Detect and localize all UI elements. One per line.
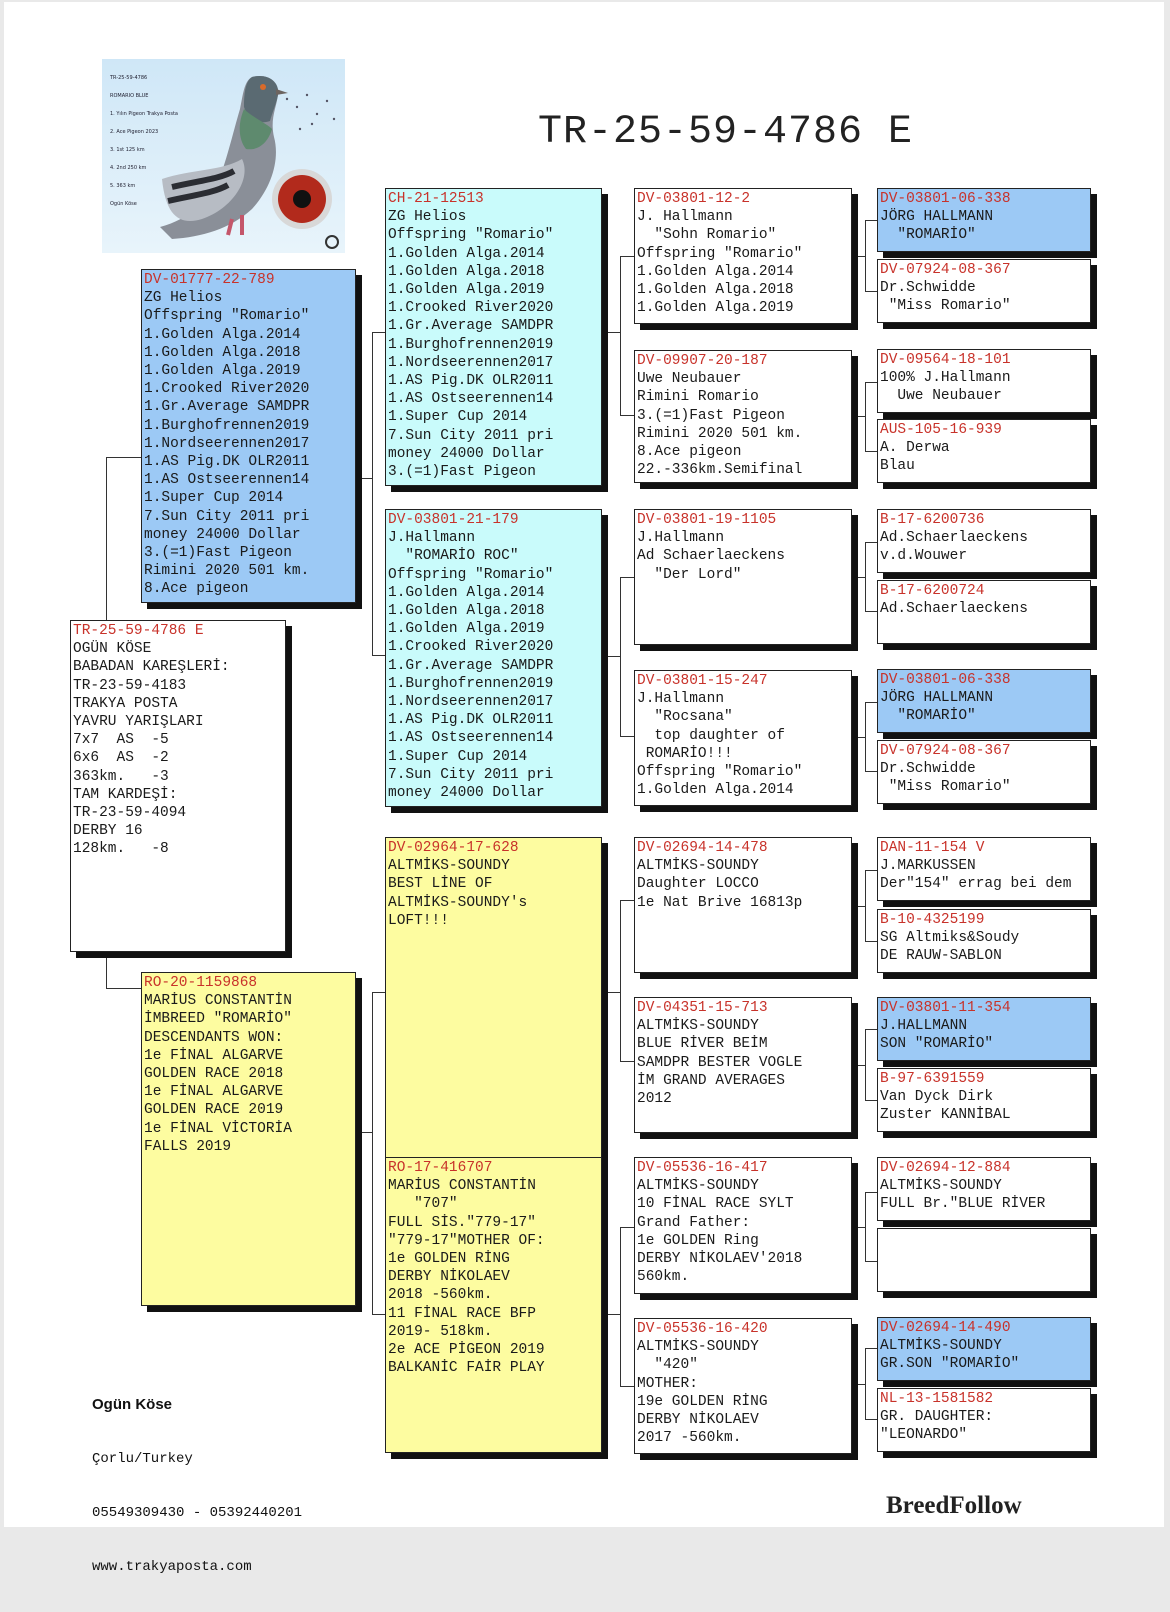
dam-sire-box (385, 837, 602, 1162)
subject-box (70, 620, 286, 952)
ring-number: DV-02694-14-490 (880, 1320, 1011, 1336)
photo-text-line: 1. Yılın Pigeon Trakya Posta (110, 111, 178, 117)
ring-number: DV-01777-22-789 (144, 272, 275, 288)
gg-box-11 (877, 997, 1091, 1061)
pedigree-line: Ad.Schaerlaeckens (880, 530, 1028, 547)
pedigree-line: Zuster KANNİBAL (880, 1107, 1011, 1124)
ring-number: DV-03801-21-179 (388, 512, 519, 528)
pedigree-line: 2017 -560km. (637, 1430, 742, 1447)
connector (356, 478, 372, 479)
ring-number: RO-20-1159868 (144, 975, 258, 991)
pedigree-line: JÖRG HALLMANN (880, 209, 994, 226)
pedigree-line: BEST LİNE OF (388, 876, 493, 893)
pedigree-line: 19e GOLDEN RİNG (637, 1393, 768, 1410)
ring-number: TR-25-59-4786 E (73, 623, 204, 639)
pedigree-line: 1.AS Ostseerennen14 (144, 472, 310, 489)
pedigree-line: ALTMİKS-SOUNDY's (388, 894, 528, 911)
pedigree-line: 100% J.Hallmann (880, 370, 1011, 387)
ring-number: NL-13-1581582 (880, 1391, 994, 1407)
pedigree-line: TR-23-59-4094 (73, 805, 187, 822)
pedigree-line: 2018 -560km. (388, 1287, 493, 1304)
connector (865, 1192, 877, 1262)
pedigree-line: Ad Schaerlaeckens (637, 548, 785, 565)
ring-number: DV-03801-06-338 (880, 191, 1011, 207)
connector (865, 542, 877, 612)
connector (852, 1227, 865, 1228)
ring-number: DV-03801-19-1105 (637, 512, 777, 528)
pedigree-line: SG Altmiks&Soudy (880, 930, 1020, 947)
connector (865, 382, 877, 452)
pedigree-line: 8.Ace pigeon (144, 581, 249, 598)
pedigree-line: SAMDPR BESTER VOGLE (637, 1054, 803, 1071)
pedigree-line: Offspring "Romario" (637, 245, 803, 262)
connector (602, 332, 620, 333)
owner-city: Çorlu/Turkey (92, 1451, 193, 1467)
pedigree-line: ALTMİKS-SOUNDY (637, 1339, 759, 1356)
pedigree-line: Offspring "Romario" (144, 308, 310, 325)
photo-text-line: Ogün Köse (110, 201, 137, 207)
ring-number: RO-17-416707 (388, 1160, 493, 1176)
pedigree-line: LOFT!!! (388, 912, 449, 929)
pedigree-line: Dr.Schwidde (880, 761, 976, 778)
ddd-box (634, 1318, 852, 1454)
pedigree-line: 10 FİNAL RACE SYLT (637, 1196, 794, 1213)
sire-dam-box (385, 509, 602, 807)
pedigree-line: SON "ROMARİO" (880, 1036, 994, 1053)
pedigree-line: 1e GOLDEN Ring (637, 1232, 759, 1249)
pedigree-line: 1.Crooked River2020 (144, 381, 310, 398)
pedigree-line: MARİUS CONSTANTİN (144, 993, 292, 1010)
pedigree-line: 1.Crooked River2020 (388, 300, 554, 317)
pedigree-line: 1.Golden Alga.2018 (388, 603, 545, 620)
sds-box (634, 509, 852, 645)
gg-box-15 (877, 1317, 1091, 1381)
pedigree-line: FULL Br."BLUE RİVER (880, 1196, 1046, 1213)
connector (620, 577, 634, 737)
connector (865, 1029, 877, 1101)
pedigree-line: 1.Golden Alga.2019 (144, 363, 301, 380)
connector (602, 992, 620, 993)
pedigree-line: Rimini 2020 501 km. (144, 563, 310, 580)
ring-number: DV-03801-15-247 (637, 673, 768, 689)
ring-number: DV-04351-15-713 (637, 1000, 768, 1016)
photo-text-line: 2. Ace Pigeon 2023 (110, 129, 159, 135)
pedigree-line: 1.Golden Alga.2014 (637, 263, 794, 280)
pedigree-line: 2e ACE PİGEON 2019 (388, 1342, 545, 1359)
pedigree-line: Rimini 2020 501 km. (637, 425, 803, 442)
pedigree-line: Der"154" errag bei dem (880, 876, 1072, 893)
connector (865, 702, 877, 772)
pedigree-line: 1.Gr.Average SAMDPR (144, 399, 310, 416)
gg-box-4 (877, 419, 1091, 483)
pedigree-line: 1.Burghofrennen2019 (388, 336, 554, 353)
pedigree-line: "707" (388, 1196, 458, 1213)
owner-phones: 05549309430 - 05392440201 (92, 1505, 303, 1521)
pedigree-line: 1.Golden Alga.2019 (388, 282, 545, 299)
ring-number: B-10-4325199 (880, 912, 985, 928)
pedigree-line: ALTMİKS-SOUNDY (637, 858, 759, 875)
gg-box-10 (877, 909, 1091, 973)
photo-text-line: 4. 2nd 250 km (110, 165, 147, 171)
pedigree-line: 363km. -3 (73, 768, 169, 785)
pedigree-line: 1.Gr.Average SAMDPR (388, 657, 554, 674)
gg-box-9 (877, 837, 1091, 901)
gg-box-12 (877, 1068, 1091, 1132)
ring-number: B-97-6391559 (880, 1071, 985, 1087)
pedigree-line: Rimini Romario (637, 389, 759, 406)
pedigree-line: ALTMİKS-SOUNDY (880, 1338, 1002, 1355)
sss-box (634, 188, 852, 324)
pedigree-line: 3.(=1)Fast Pigeon (637, 407, 785, 424)
pedigree-line: 1.Golden Alga.2014 (144, 326, 301, 343)
pedigree-line: "ROMARİO" (880, 708, 976, 725)
pedigree-line: Offspring "Romario" (637, 764, 803, 781)
pedigree-line: DE RAUW-SABLON (880, 948, 1002, 965)
pedigree-line: "Miss Romario" (880, 779, 1011, 796)
brand-logo: BreedFollow (886, 1492, 1022, 1519)
sire-box (141, 269, 356, 603)
ring-number: B-17-6200736 (880, 512, 985, 528)
pedigree-line: 1.AS Ostseerennen14 (388, 730, 554, 747)
pedigree-line: 1e GOLDEN RİNG (388, 1251, 510, 1268)
connector (865, 1348, 877, 1420)
pedigree-line: 1.Nordseerennen2017 (144, 435, 310, 452)
pedigree-line: 1.Burghofrennen2019 (388, 675, 554, 692)
ring-number: DV-03801-06-338 (880, 672, 1011, 688)
pedigree-line: 8.Ace pigeon (637, 444, 742, 461)
photo-caption-line: TR-25-59-4786 (110, 75, 148, 81)
owner-website[interactable]: www.trakyaposta.com (92, 1559, 252, 1575)
owner-name: Ogün Köse (92, 1396, 173, 1413)
pedigree-line: "Sohn Romario" (637, 227, 777, 244)
pedigree-line: Van Dyck Dirk (880, 1089, 994, 1106)
pedigree-line: money 24000 Dollar (388, 785, 545, 802)
pedigree-line: money 24000 Dollar (144, 526, 301, 543)
gg-box-6 (877, 580, 1091, 644)
pedigree-line: GR. DAUGHTER: (880, 1409, 994, 1426)
pedigree-line: "420" (637, 1357, 698, 1374)
connector (620, 900, 634, 1062)
pedigree-line: 7.Sun City 2011 pri (388, 427, 554, 444)
pedigree-line: 3.(=1)Fast Pigeon (388, 464, 536, 481)
pedigree-line: 1.Golden Alga.2018 (388, 263, 545, 280)
connector (852, 906, 865, 907)
pedigree-line: ALTMİKS-SOUNDY (388, 858, 510, 875)
pedigree-line: J.Hallmann (637, 691, 725, 708)
pedigree-line: 2012 (637, 1091, 672, 1108)
pedigree-line: ZG Helios (144, 290, 223, 307)
pedigree-line: A. Derwa (880, 440, 950, 457)
connector (865, 870, 877, 942)
pedigree-line: 1.Golden Alga.2019 (637, 300, 794, 317)
gg-box-7 (877, 669, 1091, 733)
pedigree-line: 1.Golden Alga.2018 (144, 344, 301, 361)
gg-box-1 (877, 188, 1091, 252)
pedigree-line: OGÜN KÖSE (73, 641, 152, 658)
pedigree-line: 2019- 518km. (388, 1323, 493, 1340)
pedigree-line: Grand Father: (637, 1214, 751, 1231)
pigeon-illustration (102, 59, 345, 253)
connector (852, 1384, 865, 1385)
ring-number: DV-05536-16-417 (637, 1160, 768, 1176)
pedigree-line: İM GRAND AVERAGES (637, 1072, 785, 1089)
pedigree-line: 1.Super Cup 2014 (144, 490, 284, 507)
pedigree-line: TAM KARDEŞİ: (73, 786, 178, 803)
ring-number: CH-21-12513 (388, 191, 484, 207)
pedigree-line: ROMARİO!!! (637, 745, 733, 762)
pedigree-line: 1.AS Ostseerennen14 (388, 391, 554, 408)
pedigree-line: GOLDEN RACE 2019 (144, 1102, 284, 1119)
pedigree-line: 1.Super Cup 2014 (388, 409, 528, 426)
connector (602, 1314, 620, 1315)
connector (852, 256, 865, 257)
pedigree-line: ZG Helios (388, 209, 467, 226)
pedigree-line: DESCENDANTS WON: (144, 1029, 284, 1046)
pedigree-line: ALTMİKS-SOUNDY (880, 1178, 1002, 1195)
pedigree-line: top daughter of (637, 727, 785, 744)
connector (372, 992, 385, 1315)
pedigree-line: "ROMARİO" (880, 227, 976, 244)
pedigree-line: DERBY NİKOLAEV (388, 1269, 510, 1286)
pedigree-line: "Der Lord" (637, 566, 742, 583)
ring-number: DV-02694-12-884 (880, 1160, 1011, 1176)
ring-number: DV-02694-14-478 (637, 840, 768, 856)
connector (620, 256, 634, 416)
pedigree-line: 1.AS Pig.DK OLR2011 (144, 454, 310, 471)
page-title: TR-25-59-4786 E (538, 110, 914, 155)
photo-text-line: 3. 1st 125 km (110, 147, 145, 153)
pedigree-page (4, 2, 1164, 1575)
pedigree-line: 1.Nordseerennen2017 (388, 694, 554, 711)
gg-box-13 (877, 1157, 1091, 1221)
pedigree-line: MOTHER: (637, 1375, 698, 1392)
pedigree-line: Uwe Neubauer (880, 388, 1002, 405)
gg-box-5 (877, 509, 1091, 573)
pedigree-line: FALLS 2019 (144, 1138, 232, 1155)
owner-contact (92, 1360, 302, 1612)
connector (372, 332, 385, 656)
pedigree-line: J.MARKUSSEN (880, 858, 976, 875)
pedigree-line: 1.Burghofrennen2019 (144, 417, 310, 434)
ring-number: DV-07924-08-367 (880, 743, 1011, 759)
ring-number: DV-02964-17-628 (388, 840, 519, 856)
pedigree-line: 1e FİNAL ALGARVE (144, 1047, 284, 1064)
pedigree-line: İMBREED "ROMARİO" (144, 1011, 292, 1028)
pedigree-line: JÖRG HALLMANN (880, 690, 994, 707)
pedigree-line: GR.SON "ROMARİO" (880, 1356, 1020, 1373)
ring-number: DV-03801-12-2 (637, 191, 751, 207)
pedigree-line: 1.Golden Alga.2018 (637, 282, 794, 299)
pedigree-line: BABADAN KAREŞLERİ: (73, 659, 230, 676)
pedigree-line: Offspring "Romario" (388, 227, 554, 244)
sdd-box (634, 670, 852, 806)
connector (852, 1065, 865, 1066)
pedigree-line: 1.Gr.Average SAMDPR (388, 318, 554, 335)
pedigree-line: BALKANİC FAİR PLAY (388, 1360, 545, 1377)
pedigree-line: 7x7 AS -5 (73, 732, 169, 749)
pedigree-line: 1e FİNAL ALGARVE (144, 1084, 284, 1101)
pedigree-line: Offspring "Romario" (388, 566, 554, 583)
pedigree-line: 7.Sun City 2011 pri (388, 766, 554, 783)
pedigree-line: 22.-336km.Semifinal (637, 462, 803, 479)
pedigree-line: "Rocsana" (637, 709, 733, 726)
pedigree-line: ALTMİKS-SOUNDY (637, 1018, 759, 1035)
pedigree-line: YAVRU YARIŞLARI (73, 714, 204, 731)
pedigree-line: Ad.Schaerlaeckens (880, 601, 1028, 618)
pedigree-line: ALTMİKS-SOUNDY (637, 1178, 759, 1195)
dss-box (634, 837, 852, 973)
pedigree-line: "ROMARİO ROC" (388, 548, 519, 565)
gg-box-3 (877, 349, 1091, 413)
pedigree-line: 7.Sun City 2011 pri (144, 508, 310, 525)
pedigree-line: 1.AS Pig.DK OLR2011 (388, 712, 554, 729)
pedigree-line: 6x6 AS -2 (73, 750, 169, 767)
pedigree-line: 1e FİNAL VİCTORİA (144, 1120, 292, 1137)
pedigree-line: Daughter LOCCO (637, 876, 759, 893)
pedigree-line: Dr.Schwidde (880, 280, 976, 297)
pedigree-line: TR-23-59-4183 (73, 677, 187, 694)
gg-box-14 (877, 1228, 1091, 1292)
pedigree-line: DERBY 16 (73, 823, 143, 840)
ssd-box (634, 350, 852, 483)
pedigree-line: J.Hallmann (637, 530, 725, 547)
pedigree-line: DERBY NİKOLAEV'2018 (637, 1251, 803, 1268)
pedigree-line: 3.(=1)Fast Pigeon (144, 545, 292, 562)
connector (356, 1132, 372, 1133)
pedigree-line: Blau (880, 458, 915, 475)
pedigree-line: DERBY NİKOLAEV (637, 1412, 759, 1429)
pedigree-line: "Miss Romario" (880, 298, 1011, 315)
pedigree-line: J.Hallmann (388, 530, 476, 547)
pedigree-line: GOLDEN RACE 2018 (144, 1066, 284, 1083)
pedigree-line: 128km. -8 (73, 841, 169, 858)
dam-box (141, 972, 356, 1306)
ring-number: B-17-6200724 (880, 583, 985, 599)
dsd-box (634, 997, 852, 1133)
pedigree-line: 1.Golden Alga.2019 (388, 621, 545, 638)
ring-number: AUS-105-16-939 (880, 422, 1002, 438)
photo-caption-line: ROMARIO BLUE (110, 93, 149, 99)
pedigree-line: 1.Golden Alga.2014 (388, 584, 545, 601)
ring-number: DV-09907-20-187 (637, 353, 768, 369)
pedigree-line: J. Hallmann (637, 209, 733, 226)
connector (852, 737, 865, 738)
photo-text-line: 5. 363 km (110, 183, 136, 189)
connector (852, 577, 865, 578)
pedigree-line: 1.Nordseerennen2017 (388, 354, 554, 371)
pedigree-line: 1.Crooked River2020 (388, 639, 554, 656)
pedigree-line: 1.Super Cup 2014 (388, 748, 528, 765)
pedigree-line: 560km. (637, 1269, 690, 1286)
pedigree-line: 1.AS Pig.DK OLR2011 (388, 373, 554, 390)
pedigree-line: 1.Golden Alga.2014 (388, 245, 545, 262)
ring-number: DV-05536-16-420 (637, 1321, 768, 1337)
gg-box-2 (877, 259, 1091, 323)
connector (865, 220, 877, 292)
pedigree-line: J.HALLMANN (880, 1018, 968, 1035)
ring-number: DV-03801-11-354 (880, 1000, 1011, 1016)
connector (602, 656, 620, 657)
pedigree-line: MARİUS CONSTANTİN (388, 1178, 536, 1195)
connector (852, 416, 865, 417)
sire-sire-box (385, 188, 602, 486)
pedigree-line: 1.Golden Alga.2014 (637, 782, 794, 799)
pedigree-line: "LEONARDO" (880, 1427, 968, 1444)
connector (620, 1227, 634, 1387)
gg-box-8 (877, 740, 1091, 804)
pedigree-line: 1e Nat Brive 16813p (637, 894, 803, 911)
pigeon-photo (102, 59, 345, 253)
gg-box-16 (877, 1388, 1091, 1452)
pedigree-line: v.d.Wouwer (880, 548, 968, 565)
ring-number: DV-07924-08-367 (880, 262, 1011, 278)
pedigree-line: money 24000 Dollar (388, 445, 545, 462)
dam-dam-box (385, 1157, 602, 1453)
pedigree-line: "779-17"MOTHER OF: (388, 1232, 545, 1249)
ring-number: DV-09564-18-101 (880, 352, 1011, 368)
pedigree-line: BLUE RİVER BEİM (637, 1036, 768, 1053)
dds-box (634, 1157, 852, 1294)
pedigree-line: TRAKYA POSTA (73, 695, 178, 712)
pedigree-line: Uwe Neubauer (637, 371, 742, 388)
pedigree-line: FULL SİS."779-17" (388, 1214, 536, 1231)
ring-number: DAN-11-154 V (880, 840, 985, 856)
pedigree-line: 11 FİNAL RACE BFP (388, 1305, 536, 1322)
